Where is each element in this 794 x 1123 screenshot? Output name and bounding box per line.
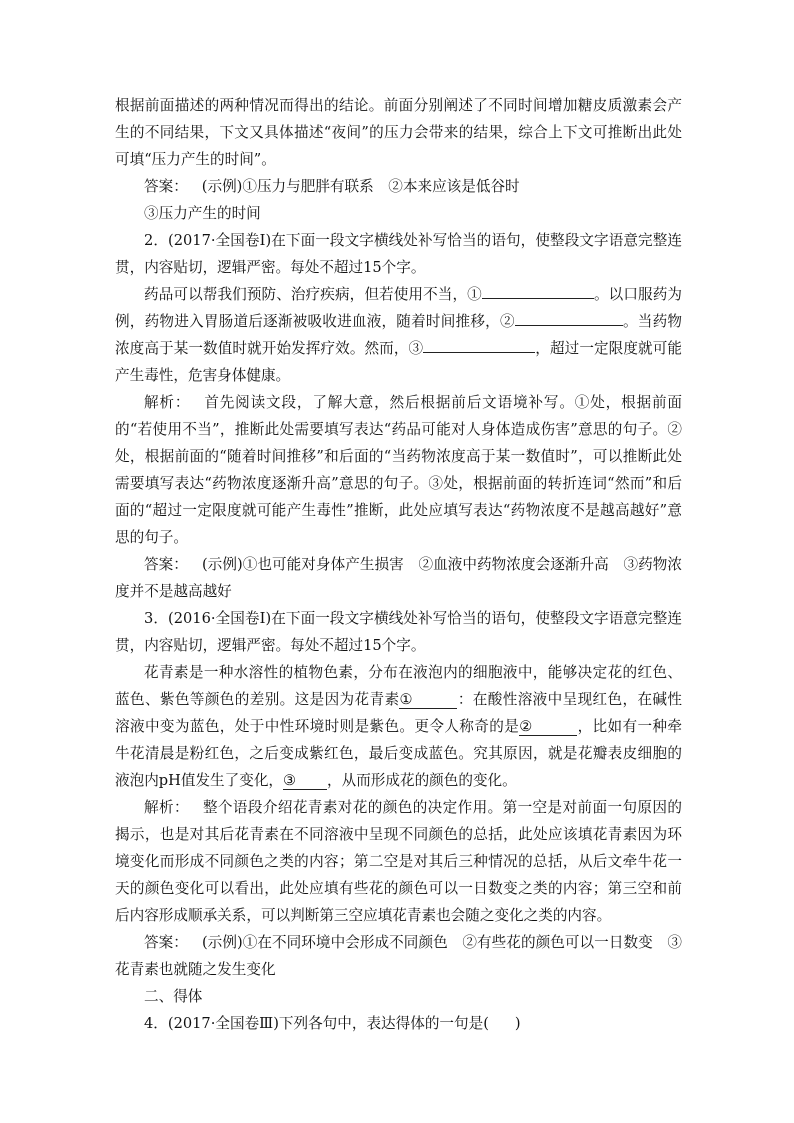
analysis-text: 首先阅读文段，了解大意，然后根据前后文语境补写。①处，根据前面的“若使用不当”，推断此处需要填写表达“药品可能对人身体造成伤害”意思的句子。②处，根据前面的“随着时间推移”和后面的“当药物浓度高于某一数值时”，可以推断此处需要填写表达“药物浓度逐渐升高”意思的句子。③处，根据前面的转折连词“然而”和后面的“超过一定限度就可能产生毒性”推断，此处应填写表达“药物浓度不是越高越好”意思的句子。 bbox=[115, 394, 682, 546]
passage-text: ：在酸性溶液中呈现红色，在碱性溶液中变为蓝色，处于中性环境时则是紫色。更令人称奇的是 bbox=[115, 691, 682, 735]
answer-label: 答案： bbox=[144, 556, 188, 573]
analysis-text: 整个语段介绍花青素对花的颜色的决定作用。第一空是对前面一句原因的揭示，也是对其后花青素在不同溶液中呈现不同颜色的总括，此处应该填花青素因为环境变化而形成不同颜色之类的内容；第二空是对其后三种情况的总括，从后文牵牛花一天的颜色变化可以看出，此处应填有些花的颜色可以一日数变之类的内容；第三空和前后内容形成顺承关系，可以判断第三空应填花青素也会随之变化之类的内容。 bbox=[115, 799, 682, 924]
document-body bbox=[115, 92, 682, 1037]
passage-text: 。以口服药为例，药物进入胃肠道后逐渐被吸收进血液，随着时间推移，② bbox=[115, 286, 682, 330]
answer-label: 答案： bbox=[144, 178, 188, 195]
question-3-heading: 3．(2016·全国卷Ⅰ)在下面一段文字横线处补写恰当的语句，使整段文字语意完整连贯，内容贴切，逻辑严密。每处不超过15个字。 bbox=[115, 610, 682, 654]
analysis-label: 解析： bbox=[144, 394, 191, 411]
answer-1 bbox=[115, 173, 682, 200]
question-text: ) bbox=[514, 1015, 521, 1032]
answer-blank: ① bbox=[399, 691, 457, 709]
answer-blank bbox=[515, 308, 623, 326]
passage-text: ，超过一定限度就可能产生毒性，危害身体健康。 bbox=[115, 340, 682, 384]
answer-blank bbox=[423, 335, 535, 353]
passage-text: 药品可以帮我们预防、治疗疾病，但若使用不当，① bbox=[144, 286, 482, 303]
answer-text: (示例)①在不同环境中会形成不同颜色 ②有些花的颜色可以一日数变 ③花青素也就随之发生变化 bbox=[115, 934, 682, 978]
answer-blank: ② bbox=[519, 718, 577, 736]
passage-text: ，从而形成花的颜色的变化。 bbox=[327, 772, 517, 789]
answer-label: 答案： bbox=[144, 934, 188, 951]
passage-text: 。当药物浓度高于某一数值时就开始发挥疗效。然而，③ bbox=[115, 313, 682, 357]
analysis-label: 解析： bbox=[144, 799, 189, 816]
paragraph-intro: 根据前面描述的两种情况而得出的结论。前面分别阐述了不同时间增加糖皮质激素会产生的不同结果，下文又具体描述“夜间”的压力会带来的结果，综合上下文可推断出此处可填“压力产生的时间”。 bbox=[115, 97, 682, 168]
question-3-passage bbox=[115, 659, 682, 794]
question-2-passage bbox=[115, 281, 682, 389]
question-2-heading: 2．(2017·全国卷Ⅰ)在下面一段文字横线处补写恰当的语句，使整段文字语意完整连贯，内容贴切，逻辑严密。每处不超过15个字。 bbox=[115, 232, 682, 276]
answer-3 bbox=[115, 929, 682, 983]
question-text: 4．(2017·全国卷Ⅲ)下列各句中，表达得体的一句是( bbox=[144, 1015, 489, 1032]
answer-text: (示例)①也可能对身体产生损害 ②血液中药物浓度会逐渐升高 ③药物浓度并不是越高越好 bbox=[115, 556, 682, 600]
analysis-2 bbox=[115, 389, 682, 551]
passage-text: ，比如有一种牵牛花清晨是粉红色，之后变成紫红色，最后变成蓝色。究其原因，就是花瓣表皮细胞的液泡内pH值发生了变化， bbox=[115, 718, 682, 789]
answer-1-continued: ③压力产生的时间 bbox=[144, 205, 261, 222]
question-4-heading bbox=[115, 1010, 682, 1037]
passage-text: 花青素是一种水溶性的植物色素，分布在液泡内的细胞液中，能够决定花的红色、蓝色、紫色等颜色的差别。这是因为花青素 bbox=[115, 664, 682, 708]
answer-text: (示例)①压力与肥胖有联系 ②本来应该是低谷时 bbox=[201, 178, 520, 195]
section-heading: 二、得体 bbox=[144, 988, 203, 1005]
answer-blank bbox=[482, 281, 594, 299]
answer-blank: ③ bbox=[283, 772, 327, 790]
answer-2 bbox=[115, 551, 682, 605]
analysis-3 bbox=[115, 794, 682, 929]
